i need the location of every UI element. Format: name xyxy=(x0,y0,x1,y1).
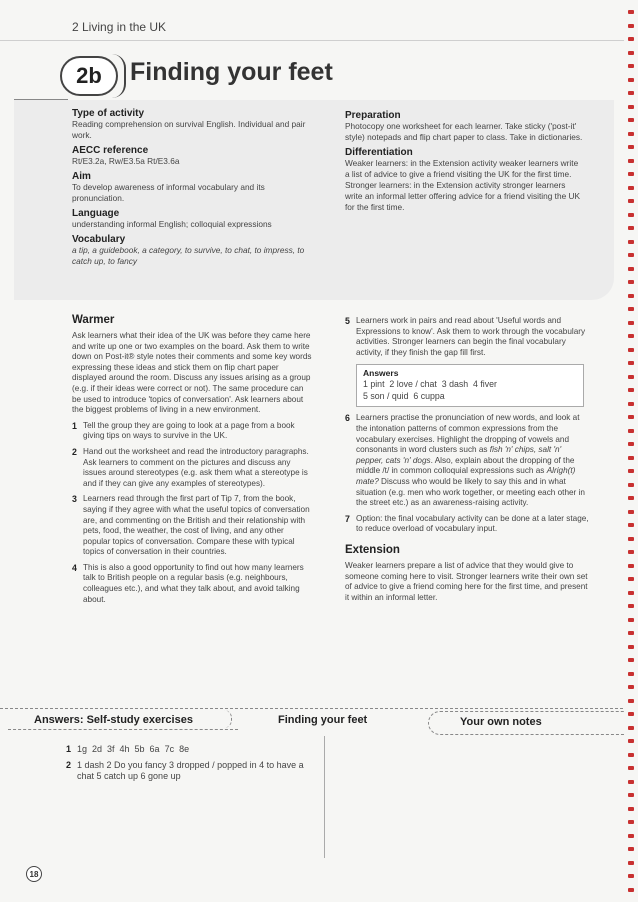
binding-ring xyxy=(628,564,634,568)
binding-ring xyxy=(628,226,634,230)
step-7 xyxy=(345,514,590,535)
warmer-section xyxy=(72,314,312,605)
answer-text: 1g 2d 3f 4h 5b 6a 7c 8e xyxy=(77,744,190,754)
vocabulary-text: a tip, a guidebook, a category, to survive, to chat, to impress, to catch up, to fancy xyxy=(72,245,305,266)
step-6-text-a: Learners practise the pronunciation of new words, and look at the intonation patterns of common expressions from the vocabulary exercises. Highlight the dropping of vowels and consonants in word clusters such as xyxy=(356,413,580,455)
binding-ring xyxy=(628,726,634,730)
warmer-intro: Ask learners what their idea of the UK was before they came here and write up one or two examples on the board. Ask them to write down on Post-it® style notes their comments and some key words expressing these ideas and stick them on flip chart paper displayed around the room. Discuss any issues arising as a group (e.g. if their ideas were correct or not). The same procedure can be used to introduce 'topics of conversation'. Ask learners about the biggest problems of living in a new environment. xyxy=(72,331,312,415)
step-text: Option: the final vocabulary activity can be done at a later stage, to reduce overload of vocabulary input. xyxy=(356,513,589,534)
binding-ring xyxy=(628,483,634,487)
type-of-activity-text: Reading comprehension on survival English. Individual and pair work. xyxy=(72,119,306,140)
language-block xyxy=(72,208,312,230)
binding-ring xyxy=(628,874,634,878)
self-study-tab-bracket xyxy=(222,710,232,728)
language-heading: Language xyxy=(72,208,120,219)
aecc-heading: AECC reference xyxy=(72,145,149,156)
binding-ring xyxy=(628,145,634,149)
differentiation-heading: Differentiation xyxy=(345,147,413,158)
binding-ring xyxy=(628,658,634,662)
spiral-binding xyxy=(624,0,638,902)
answer-text: 1 dash 2 Do you fancy 3 dropped / popped in 4 to have a chat 5 catch up 6 gone up xyxy=(77,759,304,781)
binding-ring xyxy=(628,469,634,473)
binding-ring xyxy=(628,631,634,635)
binding-ring xyxy=(628,348,634,352)
binding-ring xyxy=(628,618,634,622)
binding-ring xyxy=(628,186,634,190)
step-number: 4 xyxy=(72,562,77,573)
warmer-heading: Warmer xyxy=(72,314,115,326)
binding-ring xyxy=(628,496,634,500)
step-number: 2 xyxy=(72,446,77,457)
footer-dashed-rule xyxy=(0,708,638,709)
binding-ring xyxy=(628,10,634,14)
binding-ring xyxy=(628,388,634,392)
binding-ring xyxy=(628,321,634,325)
step-6-example-alright: Alrigh(t) mate? xyxy=(356,466,576,486)
binding-ring xyxy=(628,415,634,419)
binding-ring xyxy=(628,510,634,514)
binding-ring xyxy=(628,307,634,311)
step-text: Learners read through the first part of Tip 7, from the book, saying if they agree with what the useful topics of conversation are, and commenting on the British and their relationship with pets, food, the weather, the cost of living, and any other popular topics of conversation. Compare these with typical topics of conversation in their countries. xyxy=(83,494,310,557)
binding-ring xyxy=(628,699,634,703)
prep-right-column xyxy=(345,110,585,217)
aim-text: To develop awareness of informal vocabulary and its pronunciation. xyxy=(72,182,265,203)
self-study-answer-1 xyxy=(66,744,316,756)
binding-ring xyxy=(628,51,634,55)
step-text: This is also a good opportunity to find out how many learners talk to British people on a regular basis (e.g. neighbours, colleagues etc.), and what they talk about, and avoid talking about. xyxy=(83,562,304,604)
binding-ring xyxy=(628,280,634,284)
answer-number: 1 xyxy=(66,744,72,754)
binding-ring xyxy=(628,37,634,41)
binding-ring xyxy=(628,577,634,581)
section-title: Finding your feet xyxy=(278,714,368,726)
language-text: understanding informal English; colloquial expressions xyxy=(72,219,272,229)
answers-line-2: 5 son / quid 6 cuppa xyxy=(363,391,445,402)
binding-ring xyxy=(628,793,634,797)
binding-ring xyxy=(628,780,634,784)
extension-heading: Extension xyxy=(345,543,400,556)
step-2 xyxy=(72,447,312,489)
self-study-title: Answers: Self-study exercises xyxy=(34,714,193,726)
binding-ring xyxy=(628,456,634,460)
binding-ring xyxy=(628,847,634,851)
binding-ring xyxy=(628,334,634,338)
binding-ring xyxy=(628,766,634,770)
answer-number: 2 xyxy=(66,759,72,770)
self-study-answers xyxy=(66,740,316,783)
step-6-example-clusters: fish 'n' chips, salt 'n' pepper, cats 'n' dogs xyxy=(356,445,562,465)
binding-ring xyxy=(628,375,634,379)
aecc-block xyxy=(72,145,312,167)
step-text: Hand out the worksheet and read the introductory paragraphs. Ask learners to comment on the pictures and discuss any issues around stereotypes (e.g. ask them what a stereotype is and if they can give any examples of stereotypes). xyxy=(83,446,309,488)
binding-ring xyxy=(628,402,634,406)
step-6-text-b: . Also, explain about the dropping of the middle /t/ in common colloquial expressions such as xyxy=(356,455,575,476)
self-study-tab-rule xyxy=(8,729,238,730)
vocabulary-block xyxy=(72,234,312,267)
differentiation-block xyxy=(345,147,585,213)
step-text: Learners work in pairs and read about 'Useful words and Expressions to know'. Ask them to work through the vocabulary activities. Stronger learners can begin the final vocabulary activity, if they finish the gap fill first. xyxy=(356,316,586,357)
activity-steps-section xyxy=(345,316,590,603)
type-of-activity-block xyxy=(72,108,312,141)
binding-ring xyxy=(628,159,634,163)
step-number: 7 xyxy=(345,513,350,524)
step-6 xyxy=(345,413,590,508)
footer-divider xyxy=(324,736,325,858)
binding-ring xyxy=(628,834,634,838)
binding-ring xyxy=(628,807,634,811)
prep-left-column xyxy=(72,108,312,271)
title-rule xyxy=(14,99,68,100)
binding-ring xyxy=(628,213,634,217)
binding-ring xyxy=(628,442,634,446)
binding-ring xyxy=(628,361,634,365)
binding-ring xyxy=(628,64,634,68)
vocabulary-heading: Vocabulary xyxy=(72,234,126,245)
step-text xyxy=(356,413,590,508)
page-title: Finding your feet xyxy=(130,58,333,86)
binding-ring xyxy=(628,132,634,136)
aim-block xyxy=(72,171,312,204)
header-rule xyxy=(0,40,638,41)
step-1 xyxy=(72,421,312,442)
step-number: 3 xyxy=(72,494,77,505)
notes-title: Your own notes xyxy=(460,716,542,728)
binding-ring xyxy=(628,604,634,608)
binding-ring xyxy=(628,739,634,743)
extension-text: Weaker learners prepare a list of advice that they would give to someone coming here to visit. Stronger learners write their own set of advice to give a friend coming here for the first time, and present it within an informal letter. xyxy=(345,560,588,602)
binding-ring xyxy=(628,550,634,554)
binding-ring xyxy=(628,672,634,676)
unit-bracket xyxy=(112,54,126,98)
aecc-text: Rt/E3.2a, Rw/E3.5a Rt/E3.6a xyxy=(72,156,180,166)
binding-ring xyxy=(628,118,634,122)
binding-ring xyxy=(628,888,634,892)
binding-ring xyxy=(628,240,634,244)
answers-line-1: 1 pint 2 love / chat 3 dash 4 fiver xyxy=(363,379,497,390)
type-of-activity-heading: Type of activity xyxy=(72,108,145,119)
step-6-text-c: Discuss who would be likely to say this and in what situation (e.g. men who work together, or meeting each other in the street etc.) as an awareness-raising activity. xyxy=(356,476,585,508)
step-5 xyxy=(345,316,590,358)
binding-ring xyxy=(628,861,634,865)
binding-ring xyxy=(628,267,634,271)
preparation-block xyxy=(345,110,585,143)
differentiation-stronger-text: Stronger learners: in the Extension activity stronger learners write an informal letter offering advice for a friend visiting the UK for the first time. xyxy=(345,180,581,212)
binding-ring xyxy=(628,172,634,176)
binding-ring xyxy=(628,645,634,649)
chapter-heading: 2 Living in the UK xyxy=(72,20,167,34)
step-3 xyxy=(72,494,312,558)
binding-ring xyxy=(628,753,634,757)
binding-ring xyxy=(628,591,634,595)
binding-ring xyxy=(628,820,634,824)
step-number: 1 xyxy=(72,420,77,431)
binding-ring xyxy=(628,91,634,95)
aim-heading: Aim xyxy=(72,171,91,182)
answers-box xyxy=(356,364,584,407)
self-study-answer-2 xyxy=(66,760,316,783)
page-number: 18 xyxy=(26,866,42,882)
binding-ring xyxy=(628,78,634,82)
binding-ring xyxy=(628,429,634,433)
binding-ring xyxy=(628,24,634,28)
binding-ring xyxy=(628,253,634,257)
binding-ring xyxy=(628,523,634,527)
preparation-heading: Preparation xyxy=(345,110,401,121)
binding-ring xyxy=(628,294,634,298)
answers-heading: Answers xyxy=(363,368,399,379)
step-number: 5 xyxy=(345,316,350,326)
step-number: 6 xyxy=(345,413,350,424)
binding-ring xyxy=(628,105,634,109)
binding-ring xyxy=(628,712,634,716)
step-4 xyxy=(72,563,312,605)
preparation-text: Photocopy one worksheet for each learner. Take sticky ('post-it' style) notepads and flip chart paper to class. Take in dictionaries. xyxy=(345,121,583,142)
unit-badge: 2b xyxy=(60,56,118,96)
binding-ring xyxy=(628,537,634,541)
binding-ring xyxy=(628,199,634,203)
differentiation-weaker-text: Weaker learners: in the Extension activity weaker learners write a list of advice to give a friend visiting the UK for the first time. xyxy=(345,158,579,179)
step-text: Tell the group they are going to look at a page from a book giving tips on ways to survive in the UK. xyxy=(83,420,295,441)
binding-ring xyxy=(628,685,634,689)
